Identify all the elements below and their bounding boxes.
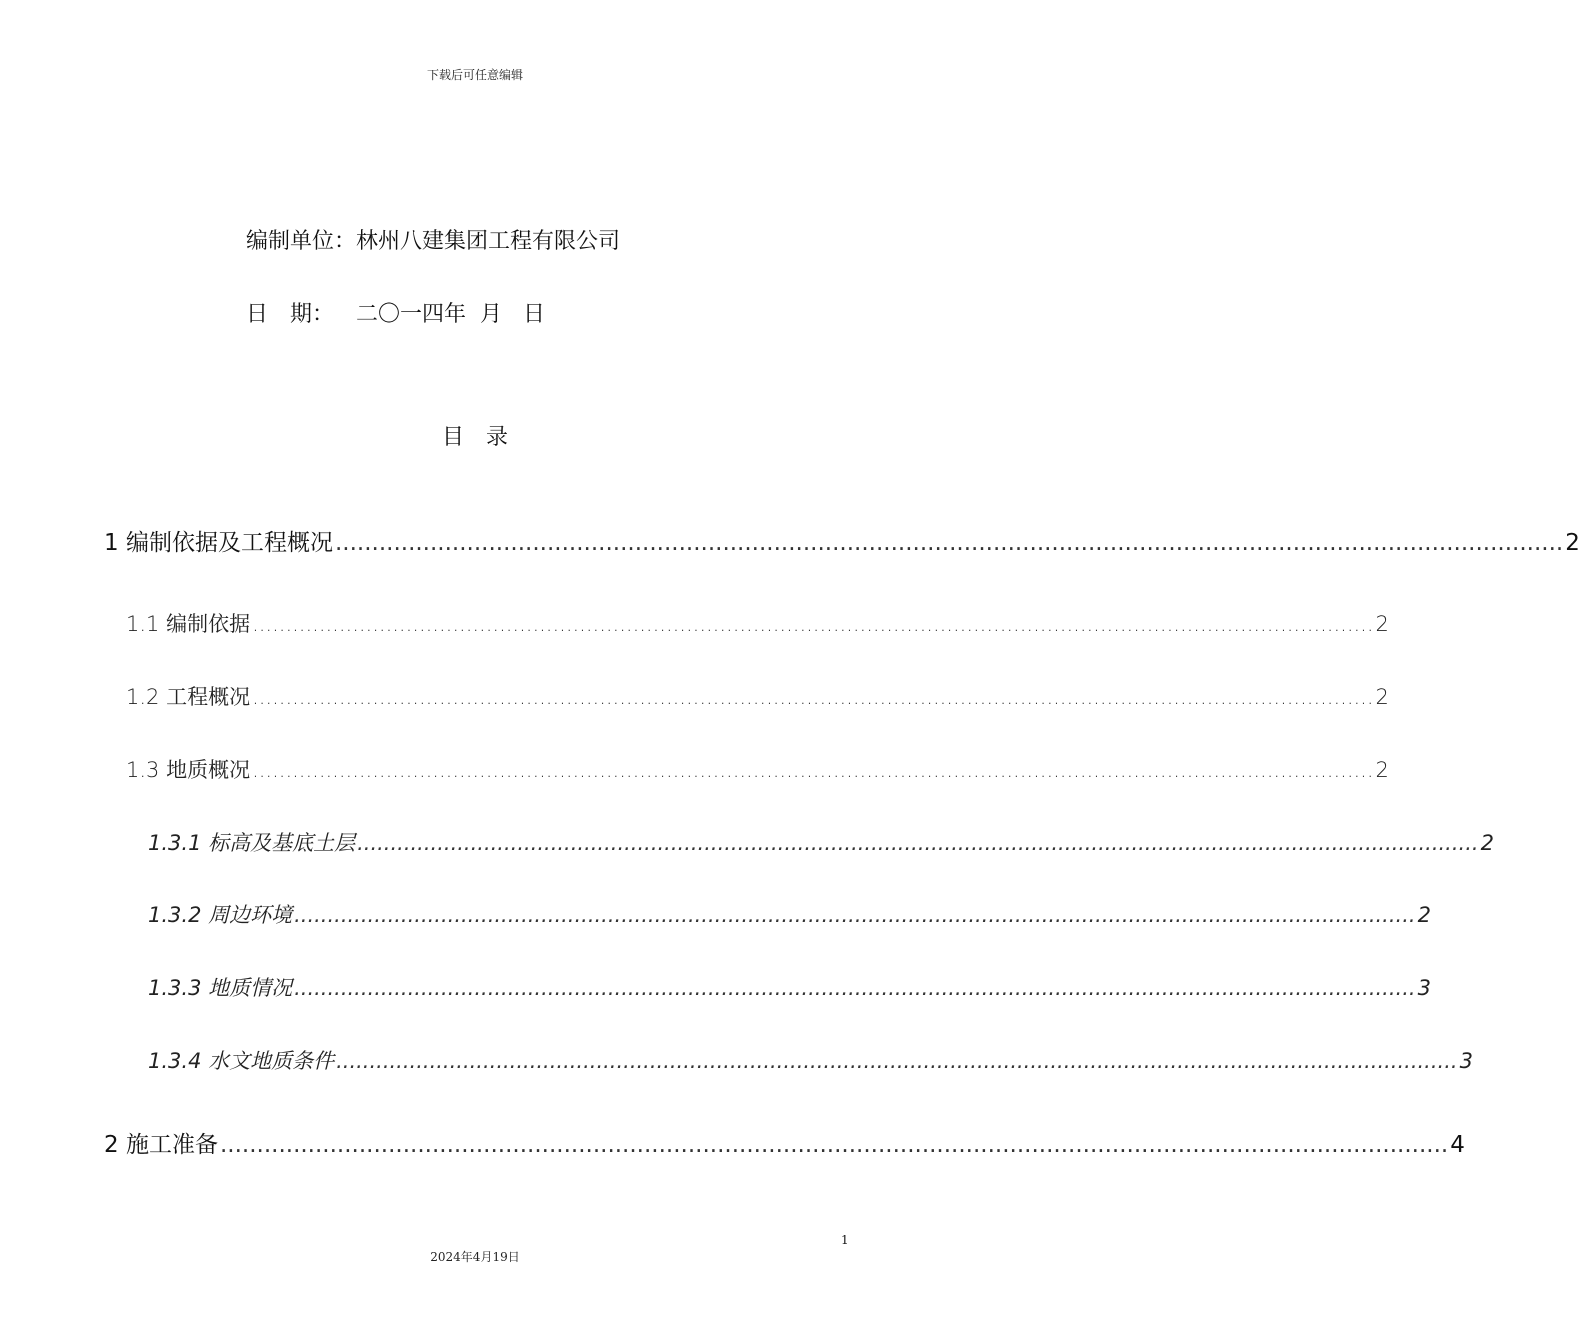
date-value: 二〇一四年 月 日 <box>356 302 545 327</box>
toc-entry-title: 1.2 工程概况 <box>126 685 251 709</box>
compiler-unit-line <box>246 224 620 255</box>
toc-entry[interactable] <box>104 1126 1465 1159</box>
toc-entry[interactable] <box>148 899 1431 929</box>
toc-entry[interactable] <box>148 1045 1473 1075</box>
toc-entry[interactable] <box>148 827 1494 857</box>
toc-entry-page: 3 <box>1459 1049 1473 1073</box>
date-label: 日 期： <box>246 302 335 327</box>
page-number: 1 <box>841 1233 849 1247</box>
toc-entry-title: 1.3.4 水文地质条件 <box>148 1049 335 1073</box>
toc-entry-title: 1.3.2 周边环境 <box>148 903 293 927</box>
toc-entry-title: 1.3.1 标高及基底土层 <box>148 831 356 855</box>
toc-leader: ........................................................................................................................................................................ <box>334 530 1564 556</box>
toc-entry-page: 2 <box>1375 758 1389 782</box>
toc-leader: ........................................................................................................................................................................ <box>219 1132 1449 1158</box>
toc-entry-page: 4 <box>1450 1132 1465 1158</box>
toc-entry-title: 1.3 地质概况 <box>126 758 251 782</box>
toc-entry-page: 2 <box>1417 903 1431 927</box>
toc-leader: ........................................................................................................................................................................ <box>336 1049 1458 1073</box>
toc-entry[interactable] <box>104 524 1580 557</box>
toc-entry-title: 2 施工准备 <box>104 1132 218 1158</box>
toc-entry-page: 2 <box>1565 530 1580 556</box>
compiler-unit-label: 编制单位： <box>246 229 357 254</box>
toc-entry-title: 1.3.3 地质情况 <box>148 976 293 1000</box>
toc-entry-title: 1.1 编制依据 <box>126 612 251 636</box>
toc-leader: ........................................................................................................................................................................ <box>252 685 1374 709</box>
date-line <box>246 297 545 328</box>
toc-leader: ........................................................................................................................................................................ <box>294 976 1416 1000</box>
toc-leader: ........................................................................................................................................................................ <box>252 758 1374 782</box>
toc-leader: ........................................................................................................................................................................ <box>357 831 1479 855</box>
toc-entry-page: 2 <box>1375 612 1389 636</box>
toc-entry-title: 1 编制依据及工程概况 <box>104 530 333 556</box>
toc-entry-page: 2 <box>1480 831 1494 855</box>
toc-entry[interactable] <box>126 608 1389 638</box>
toc-title: 目 录 <box>441 425 508 450</box>
toc-leader: ........................................................................................................................................................................ <box>294 903 1416 927</box>
compiler-unit-value: 林州八建集团工程有限公司 <box>356 229 621 254</box>
page-header: 下载后可任意编辑 <box>426 68 523 82</box>
toc-entry-page: 2 <box>1375 685 1389 709</box>
page-footer-date: 2024年4月19日 <box>430 1250 520 1264</box>
toc-leader: ........................................................................................................................................................................ <box>252 612 1374 636</box>
toc-entry[interactable] <box>126 754 1389 784</box>
toc-entry-page: 3 <box>1417 976 1431 1000</box>
toc-entry[interactable] <box>148 972 1431 1002</box>
toc-entry[interactable] <box>126 681 1389 711</box>
